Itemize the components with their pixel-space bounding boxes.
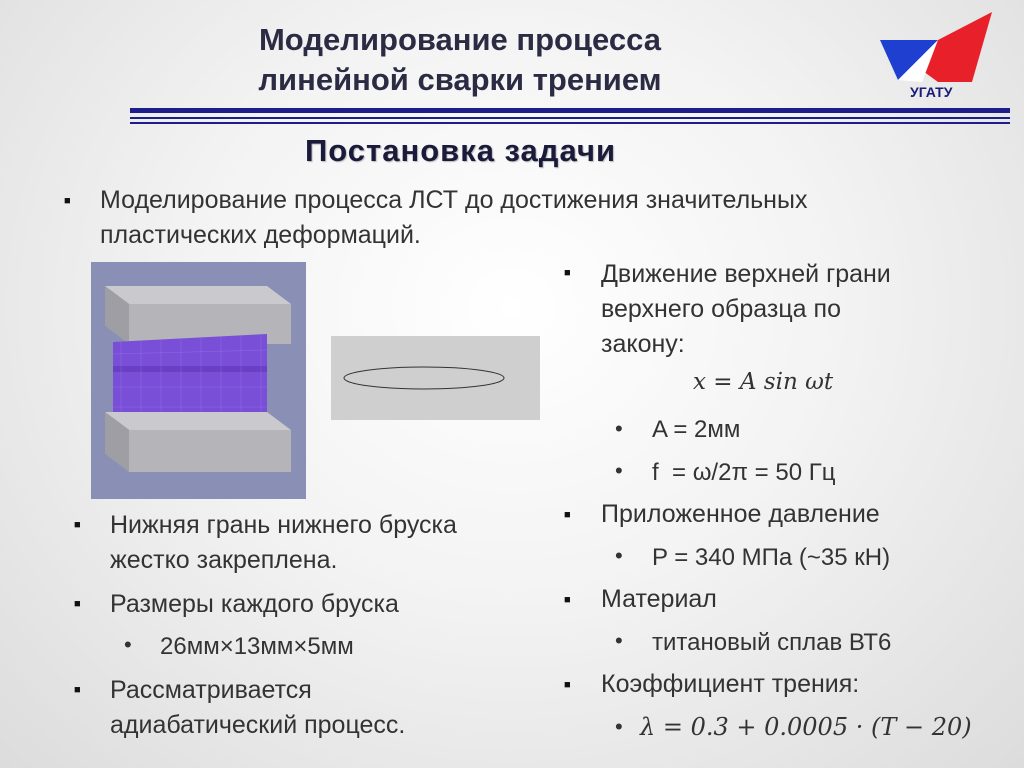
motion-line-3: закону: xyxy=(601,330,685,358)
bullet-square-icon: ■ xyxy=(564,509,571,521)
bullet-square-icon: ■ xyxy=(74,598,81,610)
header-rule-thin xyxy=(130,117,1010,119)
bullet-square-icon: ■ xyxy=(74,519,81,531)
header-rule-thin-2 xyxy=(130,122,1010,124)
fem-model-drawing xyxy=(91,262,306,499)
slide-title xyxy=(200,20,720,100)
ellipse-trajectory-drawing xyxy=(331,336,540,420)
bullet-dot-icon: • xyxy=(615,458,623,483)
motion-line-2: верхнего образца по xyxy=(601,295,841,323)
pressure-value: P = 340 МПа (~35 кН) xyxy=(652,544,891,571)
motion-formula: x = A sin ωt xyxy=(693,369,834,395)
dimensions-value: 26мм×13мм×5мм xyxy=(160,633,354,660)
intro-line-2: пластических деформаций. xyxy=(100,221,421,249)
fixed-face-line-2: жестко закреплена. xyxy=(110,546,338,574)
bullet-dot-icon: • xyxy=(615,543,623,568)
title-line-2: линейной сварки трением xyxy=(258,62,662,97)
logo-text: УГАТУ xyxy=(910,84,953,100)
title-line-1: Моделирование процесса xyxy=(258,22,661,57)
trajectory-image xyxy=(331,336,540,420)
friction-formula: λ = 0.3 + 0.0005 · (T − 20) xyxy=(640,713,972,741)
fixed-face-text xyxy=(110,508,540,578)
intro-text xyxy=(100,183,960,253)
bullet-square-icon: ■ xyxy=(564,594,571,606)
adiabatic-line-1: Рассматривается xyxy=(110,676,312,704)
intro-line-1: Моделирование процесса ЛСТ до достижения значительных xyxy=(100,186,808,214)
dimensions-label: Размеры каждого бруска xyxy=(110,590,399,618)
friction-label: Коэффициент трения: xyxy=(601,670,860,698)
bullet-square-icon: ■ xyxy=(564,679,571,691)
bullet-square-icon: ■ xyxy=(74,684,81,696)
motion-text xyxy=(601,257,1001,362)
amplitude-value: A = 2мм xyxy=(652,416,741,443)
adiabatic-text xyxy=(110,673,540,743)
bullet-dot-icon: • xyxy=(124,632,132,657)
bullet-square-icon: ■ xyxy=(64,195,71,207)
pressure-label: Приложенное давление xyxy=(601,500,880,528)
bullet-dot-icon: • xyxy=(615,416,623,441)
material-value: титановый сплав ВТ6 xyxy=(652,629,892,656)
material-label: Материал xyxy=(601,585,717,613)
fixed-face-line-1: Нижняя грань нижнего бруска xyxy=(110,511,457,539)
bullet-dot-icon: • xyxy=(615,628,623,653)
adiabatic-line-2: адиабатический процесс. xyxy=(110,711,406,739)
header-rule-thick xyxy=(130,108,1010,113)
fem-model-image xyxy=(91,262,306,499)
section-heading: Постановка задачи xyxy=(305,133,617,168)
frequency-value: f = ω/2π = 50 Гц xyxy=(652,459,836,486)
bullet-square-icon: ■ xyxy=(564,267,571,279)
bullet-dot-icon: • xyxy=(615,714,623,739)
motion-line-1: Движение верхней грани xyxy=(601,260,891,288)
